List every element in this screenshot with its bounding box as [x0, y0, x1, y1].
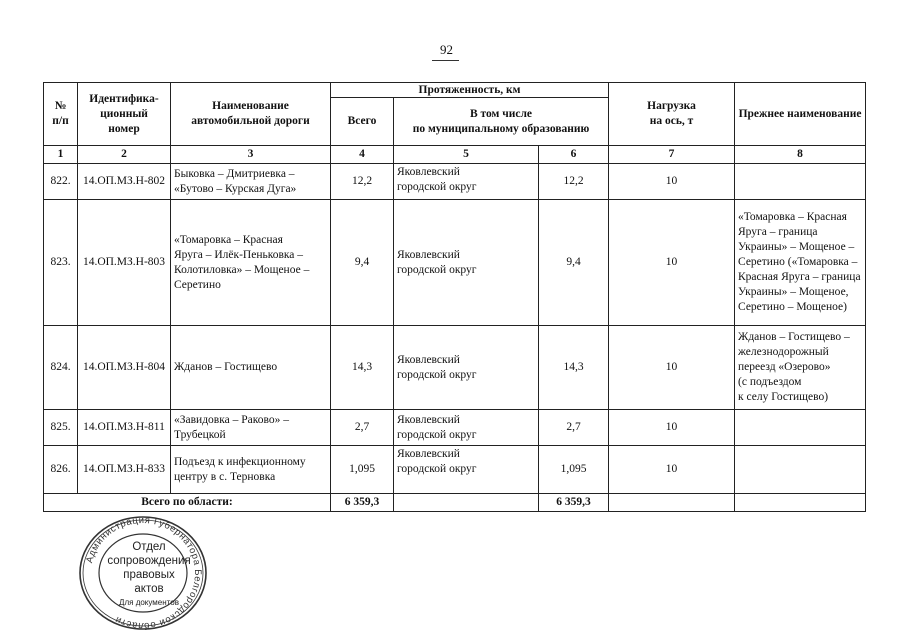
row-total: 2,7 — [331, 410, 394, 446]
table-row — [44, 164, 866, 200]
header-incl: В том числе по муниципальному образованию — [394, 98, 609, 146]
total-label: Всего по области: — [44, 494, 331, 512]
col-number: 4 — [331, 146, 394, 164]
table-row — [44, 200, 866, 326]
table-row — [44, 410, 866, 446]
row-road-name: Жданов – Гостищево — [171, 326, 331, 410]
row-id: 14.ОП.МЗ.Н-833 — [78, 446, 171, 494]
row-prev-name: Жданов – Гостищево – железнодорожный переезд «Озерово» (с подъездом к селу Гостищево) — [735, 326, 866, 410]
row-road-name: «Томаровка – Красная Яруга – Илёк-Пеньковка – Колотиловка» – Мощеное – Серетино — [171, 200, 331, 326]
total-empty-cell — [394, 494, 539, 512]
row-num: 822. — [44, 164, 78, 200]
row-id: 14.ОП.МЗ.Н-811 — [78, 410, 171, 446]
svg-text:Администрация Губернатора Белг: Администрация Губернатора Белгородской области — [84, 516, 204, 631]
row-num: 823. — [44, 200, 78, 326]
row-load: 10 — [609, 164, 735, 200]
row-id: 14.ОП.МЗ.Н-802 — [78, 164, 171, 200]
page-number: 92 — [440, 42, 453, 57]
row-municipality: Яковлевский городской округ — [394, 200, 539, 326]
column-numbers-row — [44, 146, 866, 164]
stamp-line: сопровождения — [107, 555, 191, 567]
table-row — [44, 326, 866, 410]
roads-table — [43, 82, 866, 512]
row-road-name: «Завидовка – Раково» – Трубецкой — [171, 410, 331, 446]
row-prev-name — [735, 410, 866, 446]
total-empty-cell — [735, 494, 866, 512]
stamp-line: правовых — [123, 569, 175, 581]
row-municipality: Яковлевский городской округ — [394, 410, 539, 446]
stamp-line: Отдел — [132, 541, 166, 553]
row-load: 10 — [609, 200, 735, 326]
row-total: 12,2 — [331, 164, 394, 200]
stamp-line: актов — [134, 583, 164, 595]
header-num: № п/п — [44, 83, 78, 146]
total-empty-cell — [609, 494, 735, 512]
stamp-bottom-text: Для документов — [119, 598, 179, 607]
stamp-inner-text — [104, 540, 194, 608]
col-number: 3 — [171, 146, 331, 164]
col-number: 8 — [735, 146, 866, 164]
row-mun-length: 1,095 — [539, 446, 609, 494]
col-number: 7 — [609, 146, 735, 164]
row-mun-length: 14,3 — [539, 326, 609, 410]
row-municipality: Яковлевский городской округ — [394, 326, 539, 410]
total-length: 6 359,3 — [331, 494, 394, 512]
row-road-name: Подъезд к инфекционному центру в с. Терновка — [171, 446, 331, 494]
header-prev: Прежнее наименование — [735, 83, 866, 146]
row-mun-length: 2,7 — [539, 410, 609, 446]
col-number: 6 — [539, 146, 609, 164]
table-row — [44, 446, 866, 494]
row-total: 1,095 — [331, 446, 394, 494]
header-id: Идентифика- ционный номер — [78, 83, 171, 146]
row-total: 14,3 — [331, 326, 394, 410]
row-road-name: Быковка – Дмитриевка – «Бутово – Курская Дуга» — [171, 164, 331, 200]
row-num: 826. — [44, 446, 78, 494]
total-row — [44, 494, 866, 512]
total-mun-length: 6 359,3 — [539, 494, 609, 512]
header-row-1 — [44, 83, 866, 98]
row-load: 10 — [609, 410, 735, 446]
header-name: Наименование автомобильной дороги — [171, 83, 331, 146]
row-prev-name — [735, 446, 866, 494]
row-id: 14.ОП.МЗ.Н-804 — [78, 326, 171, 410]
row-municipality: Яковлевский городской округ — [394, 446, 539, 494]
row-total: 9,4 — [331, 200, 394, 326]
row-prev-name: «Томаровка – Красная Яруга – граница Украины» – Мощеное – Серетино («Томаровка – Красная Яруга – граница Украины» – Мощеное, Серетино – Мощеное) — [735, 200, 866, 326]
header-length: Протяженность, км — [331, 83, 609, 98]
header-total: Всего — [331, 98, 394, 146]
row-num: 825. — [44, 410, 78, 446]
row-load: 10 — [609, 326, 735, 410]
row-mun-length: 12,2 — [539, 164, 609, 200]
col-number: 2 — [78, 146, 171, 164]
row-id: 14.ОП.МЗ.Н-803 — [78, 200, 171, 326]
row-load: 10 — [609, 446, 735, 494]
col-number: 1 — [44, 146, 78, 164]
header-load: Нагрузка на ось, т — [609, 83, 735, 146]
row-mun-length: 9,4 — [539, 200, 609, 326]
col-number: 5 — [394, 146, 539, 164]
row-municipality: Яковлевский городской округ — [394, 164, 539, 200]
row-prev-name — [735, 164, 866, 200]
row-num: 824. — [44, 326, 78, 410]
